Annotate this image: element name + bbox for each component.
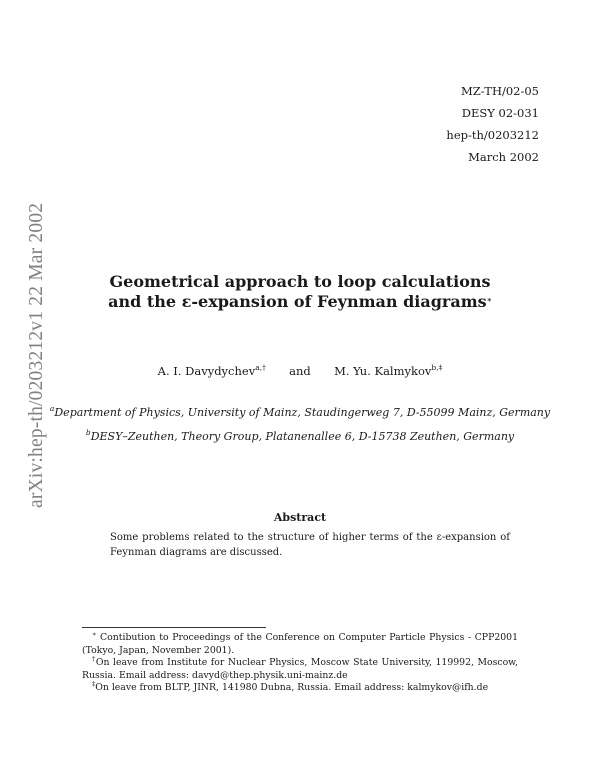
preprint-info bbox=[446, 80, 539, 168]
author-list bbox=[0, 364, 600, 378]
arxiv-stamp: arXiv:hep-th/0203212v1 22 Mar 2002 bbox=[26, 202, 47, 508]
title-line-2 bbox=[0, 292, 600, 312]
footnote-rule bbox=[82, 627, 266, 628]
affiliation-mainz-text: Department of Physics, University of Mainz, Staudingerweg 7, D-55099 Mainz, Germany bbox=[54, 406, 551, 419]
author-davydychev-sup: a,† bbox=[255, 363, 266, 372]
footnote-mark: † bbox=[92, 655, 96, 663]
footnote-text: Contibution to Proceedings of the Conference on Computer Particle Physics - CPP2001 (Tokyo, Japan, November 2001). bbox=[82, 632, 518, 656]
author-kalmykov-sup: b,‡ bbox=[431, 363, 443, 372]
affiliation-mainz bbox=[0, 406, 600, 419]
footnote-text: On leave from Institute for Nuclear Physics, Moscow State University, 119992, Moscow, Russia. Email address: davyd@thep.physik.uni-mainz.de bbox=[82, 657, 518, 681]
footnote-davydychev bbox=[82, 657, 518, 682]
abstract-text: Some problems related to the structure of higher terms of the ε-expansion of Feynman diagrams are discussed. bbox=[110, 532, 510, 558]
affiliation-desy-sup: b bbox=[85, 428, 91, 437]
affiliation-desy bbox=[0, 430, 600, 443]
footnote-kalmykov bbox=[82, 682, 518, 695]
abstract-heading: Abstract bbox=[273, 511, 327, 524]
affiliation-mainz-sup: a bbox=[49, 404, 55, 413]
footnote-mark: ∗ bbox=[92, 630, 97, 638]
paper-title bbox=[0, 272, 600, 312]
preprint-date: March 2002 bbox=[468, 150, 539, 164]
author-kalmykov: M. Yu. Kalmykov bbox=[334, 364, 432, 378]
author-davydychev: A. I. Davydychev bbox=[157, 364, 256, 378]
arxiv-number: hep-th/0203212 bbox=[446, 128, 539, 142]
footnotes bbox=[82, 632, 518, 695]
footnote-mark: ‡ bbox=[92, 680, 96, 688]
footnote-text: On leave from BLTP, JINR, 141980 Dubna, Russia. Email address: kalmykov@ifh.de bbox=[95, 682, 489, 693]
author-conjunction: and bbox=[289, 364, 311, 378]
title-footnote-mark: ∗ bbox=[486, 295, 492, 304]
report-number-desy: DESY 02-031 bbox=[461, 106, 539, 120]
title-line-1: Geometrical approach to loop calculations bbox=[109, 272, 491, 291]
footnote-conference bbox=[82, 632, 518, 657]
title-line-2-text: and the ε-expansion of Feynman diagrams bbox=[108, 292, 487, 311]
affiliation-desy-text: DESY–Zeuthen, Theory Group, Platanenallee 6, D-15738 Zeuthen, Germany bbox=[90, 430, 515, 443]
report-number-mainz: MZ-TH/02-05 bbox=[461, 84, 539, 98]
